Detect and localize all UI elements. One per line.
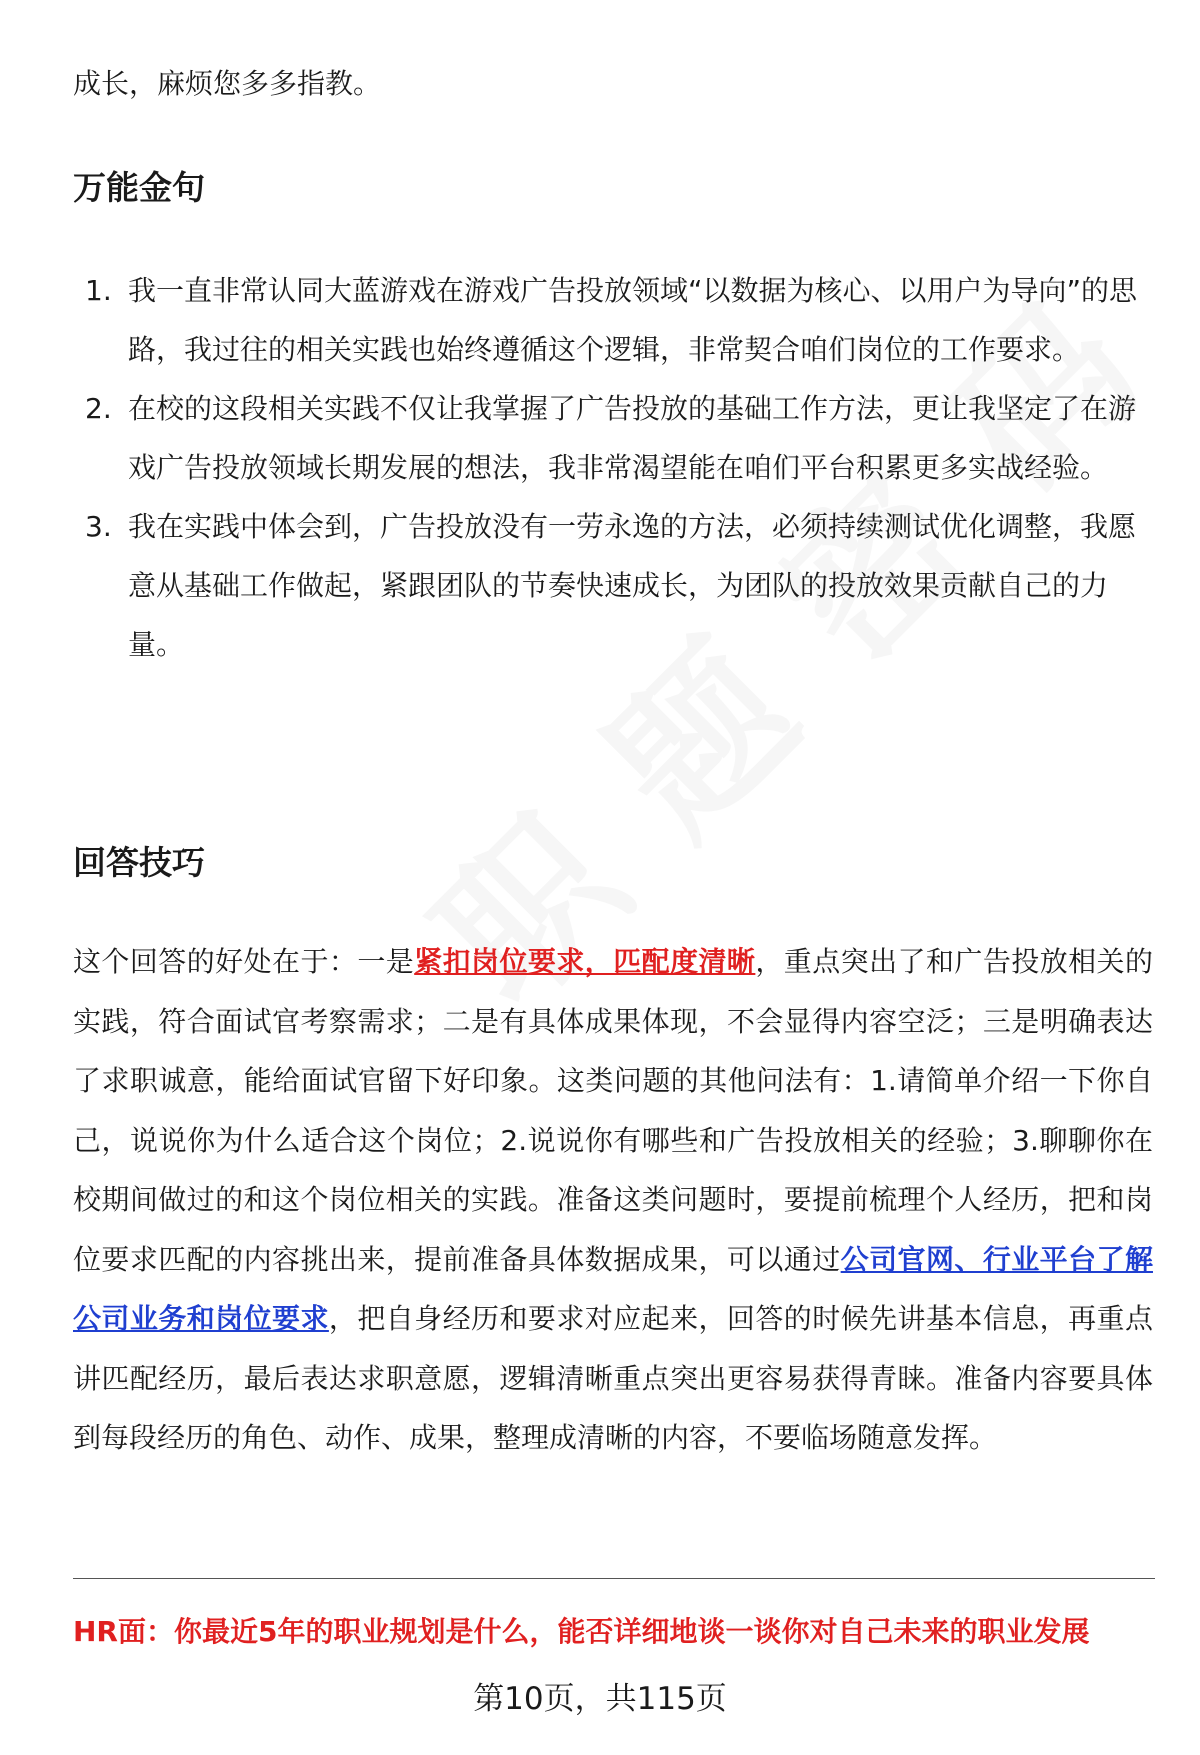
next-question: HR面：你最近5年的职业规划是什么，能否详细地谈一谈你对自己未来的职业发展 (73, 1615, 1090, 1648)
list-item-text: 在校的这段相关实践不仅让我掌握了广告投放的基础工作方法，更让我坚定了在游戏广告投放领域长期发展的想法，我非常渴望能在咱们平台积累更多实战经验。 (128, 392, 1137, 484)
page-footer: 第10页，共115页 (473, 1681, 727, 1717)
highlight-red-text: 紧扣岗位要求，匹配度清晰 (414, 945, 756, 978)
list-item (73, 261, 1153, 379)
tips-text-part1: 这个回答的好处在于：一是 (73, 945, 415, 978)
list-item-number: 3. (85, 510, 112, 543)
list-item-text: 我在实践中体会到，广告投放没有一劳永逸的方法，必须持续测试优化调整，我愿意从基础工作做起，紧跟团队的节奏快速成长，为团队的投放效果贡献自己的力量。 (128, 510, 1137, 661)
list-item-number: 1. (85, 274, 112, 307)
list-item-number: 2. (85, 392, 112, 425)
tips-text-part3: ，把自身经历和要求对应起来，回答的时候先讲基本信息，再重点讲匹配经历，最后表达求职意愿，逻辑清晰重点突出更容易获得青睐。准备内容要具体到每段经历的角色、动作、成果，整理成清晰的内容，不要临场随意发挥。 (73, 1302, 1153, 1454)
list-item (73, 379, 1153, 497)
tips-text-part2: ，重点突出了和广告投放相关的实践，符合面试官考察需求；二是有具体成果体现，不会显得内容空泛；三是明确表达了求职诚意，能给面试官留下好印象。这类问题的其他问法有：1.请简单介绍一下你自己，说说你为什么适合这个岗位；2.说说你有哪些和广告投放相关的经验；3.聊聊你在校期间做过的和这个岗位相关的实践。准备这类问题时，要提前梳理个人经历，把和岗位要求匹配的内容挑出来，提前准备具体数据成果，可以通过 (73, 945, 1153, 1276)
highlight-blue-link[interactable]: 公司官网、行业平台了解公司业务和岗位要求 (73, 1242, 1153, 1335)
list-item-text: 我一直非常认同大蓝游戏在游戏广告投放领域“以数据为核心、以用户为导向”的思路，我过往的相关实践也始终遵循这个逻辑，非常契合咱们岗位的工作要求。 (128, 274, 1138, 366)
section-title-phrases: 万能金句 (73, 168, 205, 207)
section-title-tips: 回答技巧 (73, 843, 205, 882)
list-item (73, 497, 1153, 674)
divider (73, 1578, 1155, 1579)
intro-text: 成长，麻烦您多多指教。 (73, 67, 382, 100)
phrase-list (73, 261, 1153, 674)
tips-paragraph (73, 932, 1153, 1468)
